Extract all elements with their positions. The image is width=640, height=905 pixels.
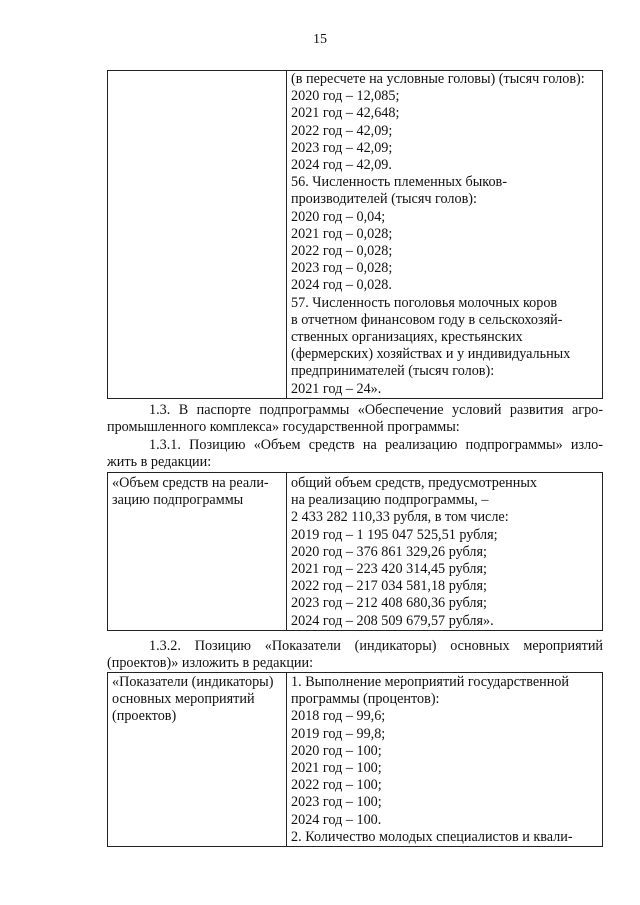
cell-text-line: 57. Численность поголовья молочных коров [291,294,558,311]
cell-text-line: 2020 год – 376 861 329,26 рубля; [291,543,487,560]
cell-text-line: 2020 год – 12,085; [291,88,400,105]
cell-text-line: 2023 год – 42,09; [291,139,393,156]
table-funding [107,472,603,631]
paragraph-1-3-1 [107,437,603,471]
cell-text-line: 2023 год – 100; [291,794,382,811]
cell-text-line: основных мероприятий [112,691,255,708]
cell-text-line: (фермерских) хозяйствах и у индивидуальных [291,346,571,363]
cell-text-line: ственных организациях, крестьянских [291,329,523,346]
table2-right-cell [287,473,603,631]
text-line: 1.3.1. Позицию «Объем средств на реализацию подпрограммы» изло- [149,437,603,453]
table1-left-cell [108,71,287,399]
table3-right-cell [287,673,603,847]
table1-right-cell [287,71,603,399]
text-line: промышленного комплекса» государственной программы: [107,419,460,436]
cell-text-line: 2018 год – 99,6; [291,708,386,725]
cell-text-line: 2022 год – 42,09; [291,122,393,139]
cell-text-line: на реализацию подпрограммы, – [291,492,489,509]
page-number: 15 [313,32,327,47]
cell-text-line: 2024 год – 208 509 679,57 рубля». [291,612,494,629]
cell-text-line: 2021 год – 0,028; [291,225,393,242]
text-line: жить в редакции: [107,454,212,471]
cell-text-line: 2020 год – 100; [291,742,382,759]
table2-left-cell [108,473,287,631]
text-line: 1.3. В паспорте подпрограммы «Обеспечение условий развития агро- [149,402,603,418]
cell-text-line: 2022 год – 0,028; [291,243,393,260]
cell-text-line: 2024 год – 0,028. [291,277,392,294]
cell-text-line: 2022 год – 217 034 581,18 рубля; [291,578,487,595]
cell-text-line: 56. Численность племенных быков- [291,174,507,191]
cell-text-line: в отчетном финансовом году в сельскохозяй- [291,311,563,328]
cell-text-line: 2022 год – 100; [291,777,382,794]
cell-text-line: «Объем средств на реали- [112,475,269,491]
cell-text-line: 2021 год – 42,648; [291,105,400,122]
cell-text-line: 1. Выполнение мероприятий государственной [291,674,569,690]
cell-text-line: 2024 год – 42,09. [291,157,392,174]
cell-text-line: 2020 год – 0,04; [291,208,386,225]
cell-text-line: (в пересчете на условные головы) (тысяч голов): [291,71,585,87]
cell-text-line: предпринимателей (тысяч голов): [291,363,495,380]
cell-text-line: производителей (тысяч голов): [291,191,477,208]
cell-text-line: 2 433 282 110,33 рубля, в том числе: [291,509,509,526]
text-line: (проектов)» изложить в редакции: [107,655,314,672]
cell-text-line: 2. Количество молодых специалистов и квали- [291,828,573,845]
table-continuation [107,70,603,399]
cell-text-line: 2024 год – 100. [291,811,382,828]
cell-text-line: общий объем средств, предусмотренных [291,475,537,491]
paragraph-1-3 [107,402,603,436]
paragraph-1-3-2 [107,638,603,672]
cell-text-line: программы (процентов): [291,691,440,708]
text-line: 1.3.2. Позицию «Показатели (индикаторы) основных мероприятий [149,638,603,654]
cell-text-line: зацию подпрограммы [112,492,244,509]
table-indicators [107,672,603,847]
cell-text-line: 2021 год – 24». [291,380,382,397]
cell-text-line: 2023 год – 0,028; [291,260,393,277]
cell-text-line: 2021 год – 223 420 314,45 рубля; [291,561,487,578]
cell-text-line: «Показатели (индикаторы) [112,674,274,690]
cell-text-line: (проектов) [112,708,177,725]
cell-text-line: 2023 год – 212 408 680,36 рубля; [291,595,487,612]
cell-text-line: 2021 год – 100; [291,760,382,777]
table3-left-cell [108,673,287,847]
cell-text-line: 2019 год – 99,8; [291,725,386,742]
cell-text-line: 2019 год – 1 195 047 525,51 рубля; [291,526,498,543]
